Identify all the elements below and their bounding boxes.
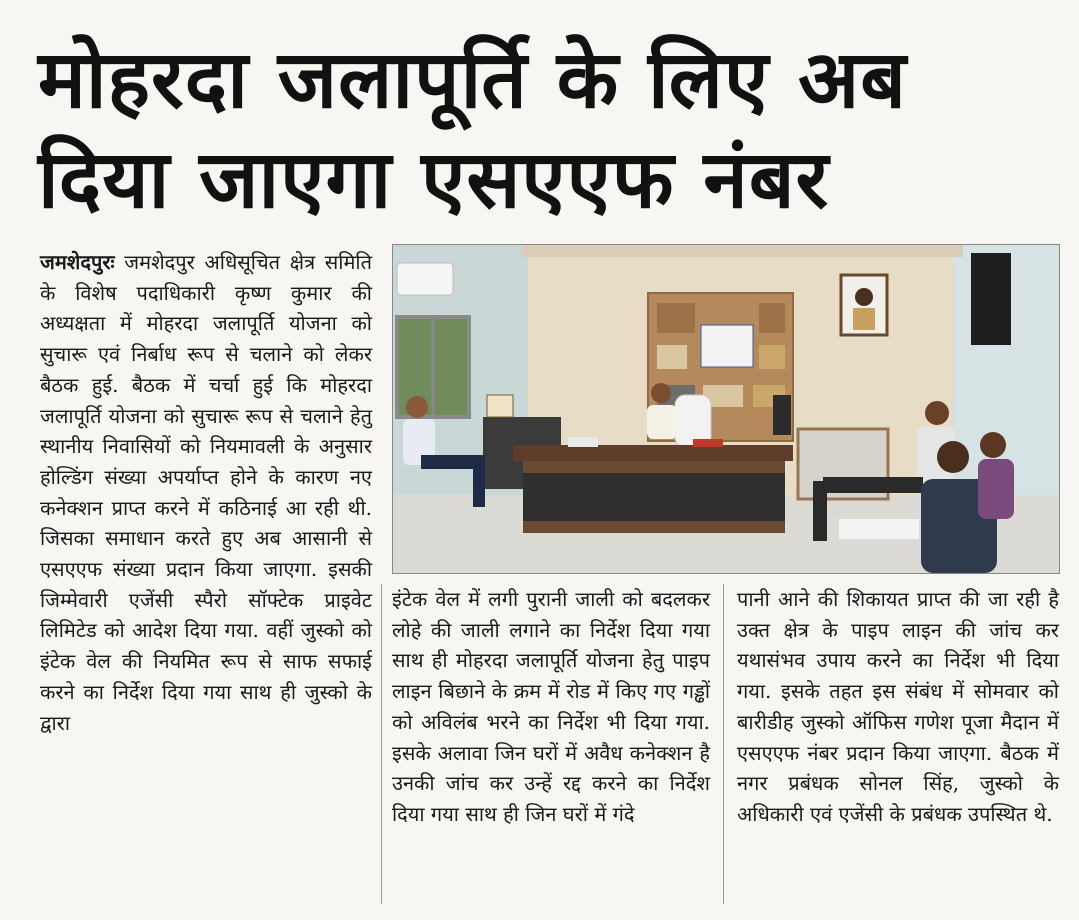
meeting-photo-illustration xyxy=(393,245,1059,573)
column-divider xyxy=(381,584,382,904)
article-text-2: इंटेक वेल में लगी पुरानी जाली को बदलकर लोहे की जाली लगाने का निर्देश दिया गया साथ ही मोहरदा जलापूर्ति योजना हेतु पाइप लाइन बिछाने के क्रम में रोड में किए गए गड्ढों को अविलंब भरने का निर्देश भी दिया गया. इसके अलावा जिन घरों में अवैध कनेक्शन है उनकी जांच कर उन्हें रद्द करने का निर्देश दिया गया साथ ही जिन घरों में गंदे xyxy=(392,587,710,826)
article-text-1: जमशेदपुर अधिसूचित क्षेत्र समिति के विशेष पदाधिकारी कृष्ण कुमार की अध्यक्षता में मोहरदा जलापूर्ति योजना को सुचारू एवं निर्बाध रूप से चलाने को लेकर बैठक हुई. बैठक में चर्चा हुई कि मोहरदा जलापूर्ति योजना को सुचारू रूप से चलाने हेतु स्थानीय निवासियों को नियमावली के अनुसार होल्डिंग संख्या अपर्याप्त होने के कारण नए कनेक्शन प्राप्त करने में कठिनाई आ रही थी. जिसका समाधान करते हुए अब आसानी से एसएएफ संख्या प्रदान किया जाएगा. इसकी जिम्मेवारी एजेंसी स्पैरो सॉफ्टेक प्राइवेट लिमिटेड को आदेश दिया गया. वहीं जुस्को को इंटेक वेल की नियमित रूप से साफ सफाई करने का निर्देश दिया गया साथ ही जुस्को के द्वारा xyxy=(40,250,373,735)
article-column-3 xyxy=(737,584,1059,830)
headline-line-1: मोहरदा जलापूर्ति के लिए अब xyxy=(38,33,907,126)
article-column-1 xyxy=(40,247,372,738)
meeting-photo xyxy=(392,244,1060,574)
column-divider xyxy=(723,584,724,904)
dateline: जमशेदपुरः xyxy=(40,250,115,274)
article-text-3: पानी आने की शिकायत प्राप्त की जा रही है उक्त क्षेत्र के पाइप लाइन की जांच कर यथासंभव उपाय करने का निर्देश भी दिया गया. इसके तहत इस संबंध में सोमवार को बारीडीह जुस्को ऑफिस गणेश पूजा मैदान में एसएएफ नंबर प्रदान किया जाएगा. बैठक में नगर प्रबंधक सोनल सिंह, जुस्को के अधिकारी एवं एजेंसी के प्रबंधक उपस्थित थे. xyxy=(737,587,1059,826)
article-column-2 xyxy=(392,584,710,830)
headline xyxy=(38,30,1068,230)
headline-line-2: दिया जाएगा एसएएफ नंबर xyxy=(38,133,830,226)
